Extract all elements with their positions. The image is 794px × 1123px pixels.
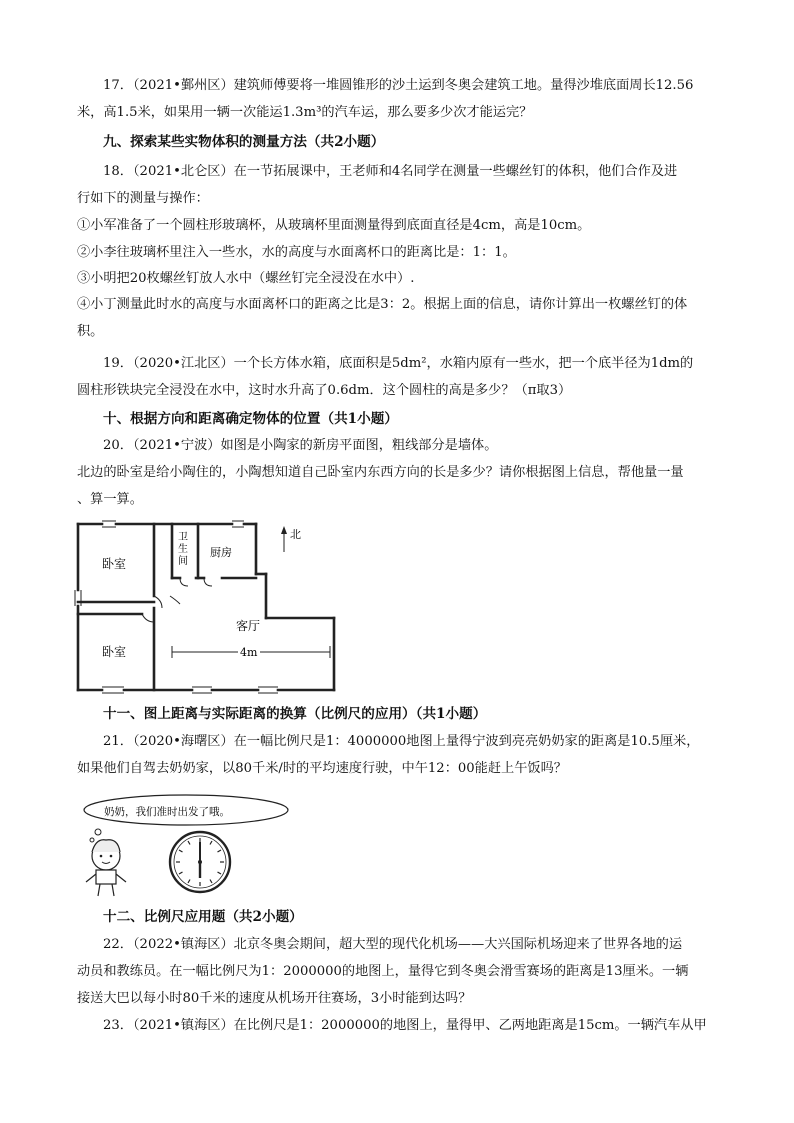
boy-clock-illustration: [78, 790, 318, 898]
floor-plan-figure: [72, 518, 342, 696]
room-label-living-room: 客厅: [236, 619, 261, 633]
question-18-step-2: ②小李往玻璃杯里注入一些水，水的高度与水面离杯口的距离比是：1：1。: [77, 245, 516, 260]
section-12-heading: 十二、比例尺应用题（共2小题）: [103, 909, 303, 925]
question-19-line-1: 19．（2020•江北区）一个长方体水箱，底面积是5dm²，水箱内原有一些水，把一个底半径为1dm的: [103, 356, 694, 371]
question-17-line-1: 17．（2021•鄞州区）建筑师傅要将一堆圆锥形的沙土运到冬奥会建筑工地。量得沙堆底面周长12.56: [103, 78, 694, 93]
question-18-line-2: 行如下的测量与操作：: [77, 191, 209, 206]
clock-icon: [170, 832, 230, 892]
question-21-line-2: 如果他们自驾去奶奶家，以80千米/时的平均速度行驶，中午12：00能赶上午饭吗？: [77, 761, 567, 776]
question-22-line-3: 接送大巴以每小时80千米的速度从机场开往赛场，3小时能到达吗？: [77, 991, 472, 1006]
question-19-line-2: 圆柱形铁块完全浸没在水中，这时水升高了0.6dm．这个圆柱的高是多少？（π取3）: [77, 383, 572, 398]
question-23-line-1: 23．（2021•镇海区）在比例尺是1：2000000的地图上，量得甲、乙两地距离是15cm。一辆汽车从甲: [103, 1018, 707, 1033]
question-21-line-1: 21．（2020•海曙区）在一幅比例尺是1：4000000地图上量得宁波到亮亮奶奶家的距离是10.5厘米，: [103, 734, 700, 749]
north-arrow-icon: [281, 526, 287, 534]
question-18-line-1: 18．（2021•北仑区）在一节拓展课中，王老师和4名同学在测量一些螺丝钉的体积，他们合作及进: [103, 164, 678, 179]
room-label-kitchen: 厨房: [210, 546, 232, 559]
question-22-line-1: 22．（2022•镇海区）北京冬奥会期间，超大型的现代化机场——大兴国际机场迎来了世界各地的运: [103, 937, 683, 952]
question-18-step-1: ①小军准备了一个圆柱形玻璃杯，从玻璃杯里面测量得到底面直径是4cm，高是10cm。: [77, 218, 591, 233]
section-10-heading: 十、根据方向和距离确定物体的位置（共1小题）: [103, 411, 398, 427]
room-label-bedroom-south: 卧室: [102, 645, 127, 659]
dimension-label: 4m: [240, 646, 258, 659]
question-18-step-3: ③小明把20枚螺丝钉放人水中（螺丝钉完全浸没在水中）.: [77, 271, 415, 286]
section-11-heading: 十一、图上距离与实际距离的换算（比例尺的应用）（共1小题）: [103, 706, 487, 722]
question-18-step-4-line-1: ④小丁测量此时水的高度与水面离杯口的距离之比是3：2。根据上面的信息，请你计算出一枚螺丝钉的体: [77, 297, 688, 312]
boy-icon: [86, 840, 126, 896]
question-20-line-2: 北边的卧室是给小陶住的，小陶想知道自己卧室内东西方向的长是多少？请你根据图上信息，帮他量一量: [77, 465, 684, 480]
question-22-line-2: 动员和教练员。在一幅比例尺为1：2000000的地图上，量得它到冬奥会滑雪赛场的距离是13厘米。一辆: [77, 964, 689, 979]
north-label: 北: [290, 528, 301, 541]
question-20-line-3: 、算一算。: [77, 492, 143, 507]
speech-bubble-text: 奶奶，我们准时出发了哦。: [104, 806, 230, 818]
question-17-line-2: 米，高1.5米，如果用一辆一次能运1.3m³的汽车运，那么要多少次才能运完？: [77, 105, 533, 120]
room-label-bathroom-1: 卫: [178, 532, 188, 543]
room-label-bathroom-3: 间: [178, 556, 188, 567]
room-label-bathroom-2: 生: [178, 544, 188, 555]
section-9-heading: 九、探索某些实物体积的测量方法（共2小题）: [103, 134, 385, 150]
room-label-bedroom-north: 卧室: [102, 557, 127, 571]
question-20-line-1: 20．（2021•宁波）如图是小陶家的新房平面图，粗线部分是墙体。: [103, 438, 498, 453]
question-18-step-4-line-2: 积。: [77, 324, 104, 339]
